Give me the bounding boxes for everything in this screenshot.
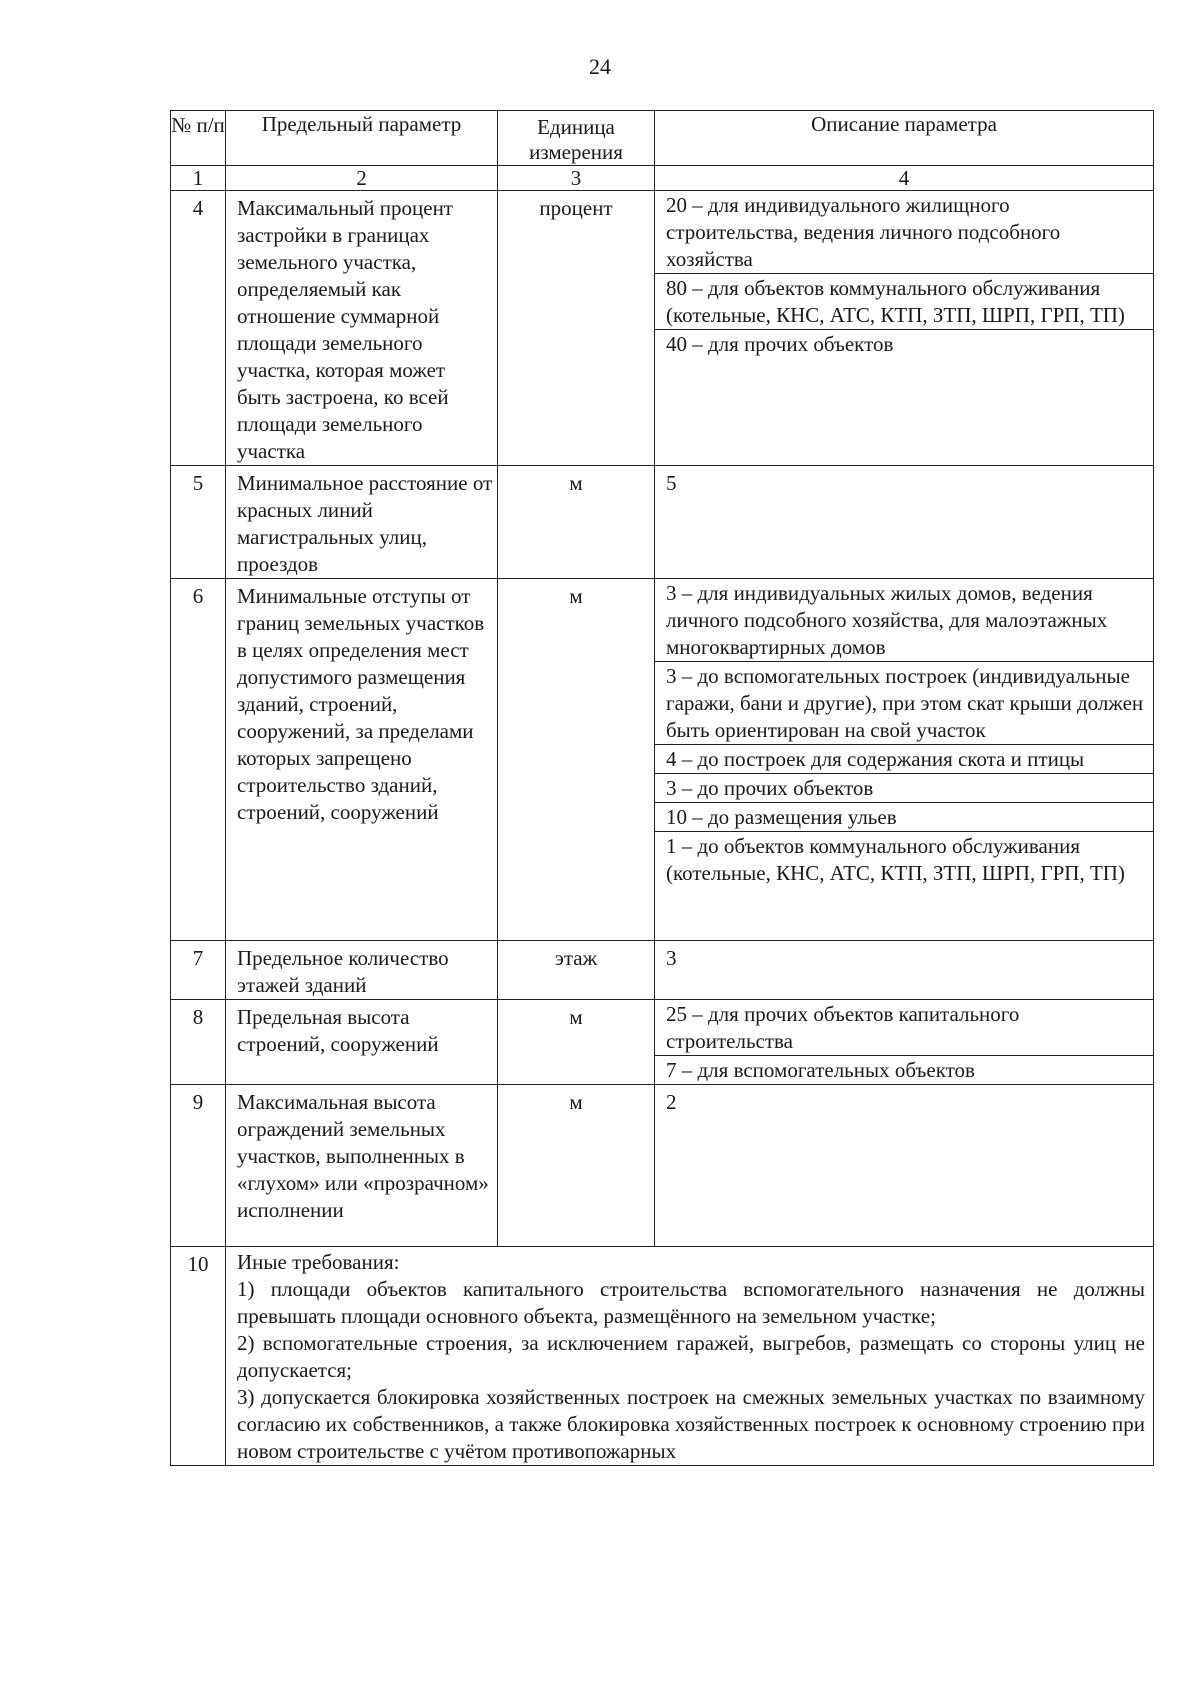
table-row: [171, 579, 1154, 941]
row-number: 10: [171, 1247, 226, 1466]
row-parameter: Предельная высота строений, сооружений: [226, 1000, 498, 1085]
page-number: 24: [589, 54, 611, 79]
row-number: 4: [171, 191, 226, 466]
row-parameter: Максимальная высота ограждений земельных участков, выполненных в «глухом» или «прозрачном» исполнении: [226, 1085, 498, 1247]
row-description: [655, 1000, 1154, 1085]
col-index-3: 3: [498, 166, 655, 191]
header-desc: Описание параметра: [655, 111, 1154, 166]
table-row: [171, 1085, 1154, 1247]
row-description: 3: [655, 941, 1154, 1000]
header-unit: Единица измерения: [498, 111, 655, 166]
col-index-2: 2: [226, 166, 498, 191]
row-unit: м: [498, 466, 655, 579]
description-item: 40 – для прочих объектов: [666, 332, 894, 356]
table-row: [171, 1000, 1154, 1085]
row-description: [655, 579, 1154, 941]
requirement-item: 3) допускается блокировка хозяйственных построек на смежных земельных участках по взаимному согласию их собственников, а также блокировка хозяйственных построек к основному строению при новом строительстве с учётом противопожарных: [237, 1385, 1145, 1463]
description-item: 25 – для прочих объектов капитального строительства: [655, 1000, 1153, 1056]
col-index-1: 1: [171, 166, 226, 191]
description-item: 3 – до вспомогательных построек (индивидуальные гаражи, бани и другие), при этом скат крыши должен быть ориентирован на свой участок: [655, 662, 1153, 745]
table-header-row: [171, 111, 1154, 166]
row-number: 7: [171, 941, 226, 1000]
row-unit: м: [498, 1000, 655, 1085]
row-parameter: Минимальное расстояние от красных линий магистральных улиц, проездов: [226, 466, 498, 579]
description-item: 4 – до построек для содержания скота и птицы: [655, 745, 1153, 774]
column-index-row: [171, 166, 1154, 191]
row-number: 8: [171, 1000, 226, 1085]
table-row-other-requirements: [171, 1247, 1154, 1466]
row-number: 5: [171, 466, 226, 579]
description-item: 3 – для индивидуальных жилых домов, ведения личного подсобного хозяйства, для малоэтажных многоквартирных домов: [655, 579, 1153, 662]
row-unit: процент: [498, 191, 655, 466]
description-item: 3 – до прочих объектов: [655, 774, 1153, 803]
other-requirements: [226, 1247, 1154, 1466]
description-item: 10 – до размещения ульев: [655, 803, 1153, 832]
table-row: [171, 941, 1154, 1000]
row-parameter: Максимальный процент застройки в границах земельного участка, определяемый как отношение суммарной площади земельного участка, которая может быть застроена, ко всей площади земельного участка: [226, 191, 498, 466]
row-unit: этаж: [498, 941, 655, 1000]
other-requirements-title: Иные требования:: [237, 1250, 400, 1274]
table-row: [171, 191, 1154, 466]
row-unit: м: [498, 1085, 655, 1247]
row-parameter: Минимальные отступы от границ земельных участков в целях определения мест допустимого размещения зданий, строений, сооружений, за пределами которых запрещено строительство зданий, строений, сооружений: [226, 579, 498, 941]
row-description: 2: [655, 1085, 1154, 1247]
requirement-item: 1) площади объектов капитального строительства вспомогательного назначения не должны превышать площади основного объекта, размещённого на земельном участке;: [237, 1277, 1145, 1328]
row-description: 5: [655, 466, 1154, 579]
row-unit: м: [498, 579, 655, 941]
row-number: 6: [171, 579, 226, 941]
row-description: [655, 191, 1154, 466]
header-param: Предельный параметр: [226, 111, 498, 166]
description-item: 20 – для индивидуального жилищного строительства, ведения личного подсобного хозяйства: [655, 191, 1153, 274]
description-item: 80 – для объектов коммунального обслуживания (котельные, КНС, АТС, КТП, ЗТП, ШРП, ГРП, ТП): [655, 274, 1153, 330]
description-item: 7 – для вспомогательных объектов: [666, 1058, 975, 1082]
description-item: 1 – до объектов коммунального обслуживания (котельные, КНС, АТС, КТП, ЗТП, ШРП, ГРП, ТП): [666, 834, 1125, 885]
requirement-item: 2) вспомогательные строения, за исключением гаражей, выгребов, размещать со стороны улиц не допускается;: [237, 1331, 1145, 1382]
col-index-4: 4: [655, 166, 1154, 191]
table-row: [171, 466, 1154, 579]
row-number: 9: [171, 1085, 226, 1247]
parameters-table: [170, 110, 1154, 1466]
header-num: № п/п: [171, 111, 226, 166]
row-parameter: Предельное количество этажей зданий: [226, 941, 498, 1000]
